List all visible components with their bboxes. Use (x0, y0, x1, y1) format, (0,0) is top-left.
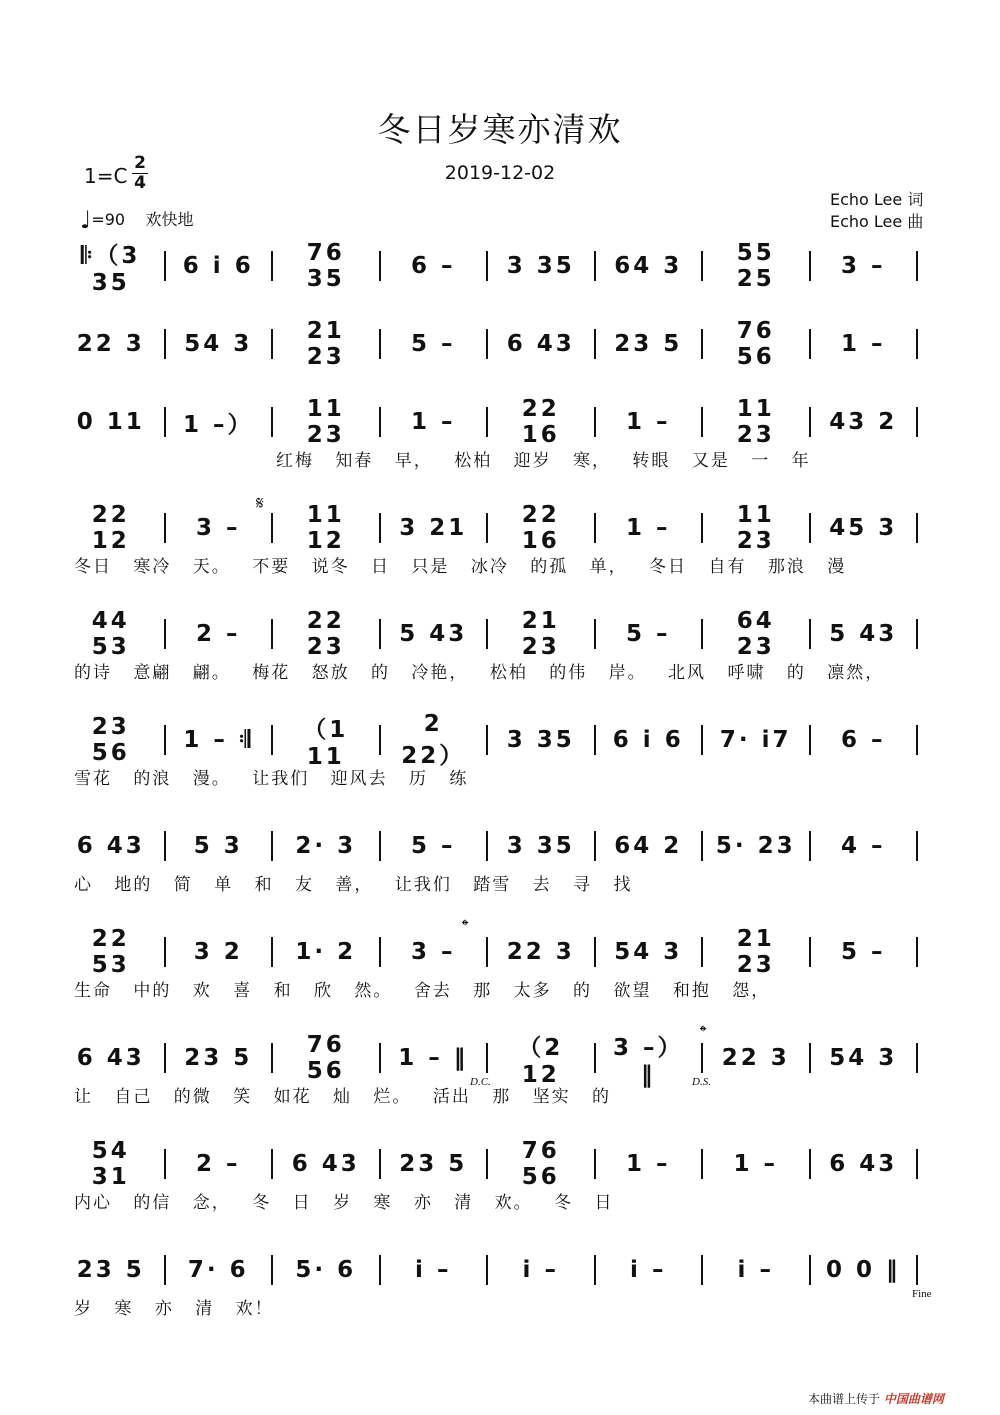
measure: 6 43 (76, 833, 145, 859)
barline (164, 619, 166, 649)
barline (701, 329, 703, 359)
barline (271, 1255, 273, 1285)
measure: 23 5 (76, 1257, 145, 1283)
measure: 6 i 6 (612, 727, 684, 753)
footer-upload-text: 本曲谱上传于 (808, 1392, 881, 1406)
barline (271, 831, 273, 861)
lyrics-row: 让 自己 的微 笑 如花 灿 烂。 活出 那 坚实 的 (74, 1087, 612, 1107)
barline (486, 407, 488, 437)
key-signature: 1=C (84, 164, 128, 188)
measure: （1 11 (303, 716, 349, 770)
barline (271, 329, 273, 359)
barline (594, 619, 596, 649)
measure: 23 5 (184, 1045, 253, 1071)
barline (809, 937, 811, 967)
measure: 5 3 (193, 833, 243, 859)
barline (379, 1255, 381, 1285)
coda-sign-1: 𝄌 (462, 916, 469, 937)
measure: 1 –） (182, 411, 254, 438)
measure: 3 35 (506, 833, 575, 859)
barline (379, 937, 381, 967)
lyricist-credit: Echo Lee 词 (830, 190, 924, 209)
barline (701, 619, 703, 649)
barline (701, 251, 703, 281)
measure: 23 56 (91, 714, 130, 766)
barline (271, 619, 273, 649)
barline (701, 407, 703, 437)
measure: 5 – (625, 621, 671, 647)
lyrics-row: 岁 寒 亦 清 欢！ (74, 1299, 274, 1319)
barline (594, 1255, 596, 1285)
barline (594, 1043, 596, 1073)
barline (486, 329, 488, 359)
measure: 6 43 (291, 1151, 360, 1177)
measure: 5 – (410, 331, 456, 357)
barline (486, 937, 488, 967)
measure: 5· 6 (295, 1257, 357, 1283)
measure: 76 35 (306, 240, 345, 292)
measure: 7· 6 (187, 1257, 249, 1283)
barline (916, 513, 918, 543)
composer-credit: Echo Lee 曲 (830, 212, 924, 231)
measure: 22 3 (76, 331, 145, 357)
measure: 3 –）‖ (612, 1034, 684, 1088)
tempo-marking (80, 206, 193, 234)
measure: 43 2 (829, 409, 898, 435)
barline (486, 513, 488, 543)
barline (486, 1255, 488, 1285)
measure: 𝄆（3 35 (81, 242, 141, 296)
footer-site-link[interactable]: 中国曲谱网 (883, 1392, 944, 1406)
barline (594, 407, 596, 437)
coda-sign-2: 𝄌 (700, 1022, 707, 1043)
measure: 21 23 (521, 608, 560, 660)
barline (486, 1149, 488, 1179)
barline (701, 1255, 703, 1285)
measure: 5 43 (399, 621, 468, 647)
measure: 55 25 (736, 240, 775, 292)
measure: 3 35 (506, 253, 575, 279)
notation-row (70, 608, 930, 660)
barline (379, 725, 381, 755)
barline (916, 831, 918, 861)
measure: 3 – (195, 515, 241, 541)
measure: 64 2 (614, 833, 683, 859)
time-bottom: 4 (134, 173, 146, 193)
barline (164, 1043, 166, 1073)
barline (594, 251, 596, 281)
measure: 23 5 (614, 331, 683, 357)
barline (379, 513, 381, 543)
measure: 2· 3 (295, 833, 357, 859)
barline (594, 513, 596, 543)
lyrics-row: 红梅 知春 早， 松柏 迎岁 寒， 转眼 又是 一 年 (276, 451, 811, 471)
barline (809, 725, 811, 755)
time-signature (128, 154, 152, 193)
measure: 22 16 (521, 396, 560, 448)
measure: i – (630, 1257, 667, 1283)
barline (701, 513, 703, 543)
quarter-note-icon: ♩ (80, 206, 92, 234)
barline (809, 329, 811, 359)
notation-row (70, 240, 930, 296)
barline (379, 329, 381, 359)
barline (916, 937, 918, 967)
measure: 22 12 (91, 502, 130, 554)
measure: 1 – (840, 331, 886, 357)
measure: i – (737, 1257, 774, 1283)
measure: 45 3 (829, 515, 898, 541)
fine-mark: Fine (912, 1288, 932, 1300)
barline (916, 329, 918, 359)
notation-row (70, 396, 930, 448)
measure: 5 43 (829, 621, 898, 647)
measure: 6 – (840, 727, 886, 753)
barline (486, 619, 488, 649)
measure: 64 23 (736, 608, 775, 660)
barline (271, 407, 273, 437)
measure: 21 23 (736, 926, 775, 978)
measure: （2 12 (518, 1034, 564, 1088)
measure: 76 56 (736, 318, 775, 370)
barline (916, 619, 918, 649)
measure: 1 – (625, 515, 671, 541)
barline (809, 1255, 811, 1285)
barline (486, 251, 488, 281)
measure: 1· 2 (295, 939, 357, 965)
barline (271, 251, 273, 281)
measure: 22 53 (91, 926, 130, 978)
measure: 54 3 (614, 939, 683, 965)
lyrics-row: 内心 的信 念， 冬 日 岁 寒 亦 清 欢。 冬 日 (74, 1193, 614, 1213)
barline (164, 1255, 166, 1285)
barline (271, 1149, 273, 1179)
measure: 5 – (840, 939, 886, 965)
barline (594, 937, 596, 967)
barline (916, 1043, 918, 1073)
barline (809, 407, 811, 437)
notation-row (70, 1250, 930, 1290)
barline (164, 251, 166, 281)
barline (809, 1043, 811, 1073)
measure: 3 21 (399, 515, 468, 541)
notation-row (70, 926, 930, 978)
barline (594, 329, 596, 359)
song-date: 2019-12-02 (444, 162, 556, 184)
measure: 1 – (410, 409, 456, 435)
measure: 6 43 (829, 1151, 898, 1177)
measure: 11 23 (306, 396, 345, 448)
notation-row (70, 318, 930, 370)
measure: 3 – (410, 939, 456, 965)
barline (379, 251, 381, 281)
measure: 22 3 (506, 939, 575, 965)
barline (164, 1149, 166, 1179)
measure: i – (415, 1257, 452, 1283)
measure: 5· 23 (715, 833, 796, 859)
barline (916, 725, 918, 755)
notation-row (70, 502, 930, 554)
barline (379, 1149, 381, 1179)
measure: 11 12 (306, 502, 345, 554)
barline (916, 1255, 918, 1285)
barline (486, 831, 488, 861)
notation-row (70, 710, 930, 770)
mood-text: 欢快地 (145, 210, 194, 229)
tempo-value: =90 (91, 210, 126, 229)
song-title: 冬日岁寒亦清欢 (377, 110, 623, 149)
footer (808, 1390, 944, 1407)
barline (379, 407, 381, 437)
measure: 44 53 (91, 608, 130, 660)
measure: 54 3 (829, 1045, 898, 1071)
lyrics-row: 心 地的 简 单 和 友 善， 让我们 踏雪 去 寻 找 (74, 875, 633, 895)
measure: 1 – 𝄇 (183, 727, 254, 753)
barline (701, 1149, 703, 1179)
barline (916, 1149, 918, 1179)
lyrics-row: 生命 中的 欢 喜 和 欣 然。 舍去 那 太多 的 欲望 和抱 怨， (74, 981, 771, 1001)
barline (271, 1043, 273, 1073)
barline (164, 725, 166, 755)
barline (379, 619, 381, 649)
measure: 76 56 (521, 1138, 560, 1190)
lyrics-row: 雪花 的浪 漫。 让我们 迎风去 历 练 (74, 769, 469, 789)
measure: 1 – ‖ (398, 1045, 469, 1071)
measure: 21 23 (306, 318, 345, 370)
barline (271, 513, 273, 543)
measure: 6 – (410, 253, 456, 279)
measure: 6 43 (506, 331, 575, 357)
barline (379, 831, 381, 861)
measure: 4 – (840, 833, 886, 859)
measure: 11 23 (736, 502, 775, 554)
measure: 22 3 (721, 1045, 790, 1071)
barline (809, 513, 811, 543)
barline (594, 831, 596, 861)
barline (701, 937, 703, 967)
measure: 54 3 (184, 331, 253, 357)
barline (486, 725, 488, 755)
barline (809, 251, 811, 281)
ds-mark: D.S. (692, 1076, 711, 1088)
notation-row (70, 1138, 930, 1190)
barline (164, 937, 166, 967)
measure: 0 11 (76, 409, 145, 435)
measure: 1 – (625, 1151, 671, 1177)
barline (164, 407, 166, 437)
measure: 2 22） (401, 710, 466, 769)
measure: 5 – (410, 833, 456, 859)
measure: 22 16 (521, 502, 560, 554)
time-top: 2 (134, 153, 146, 173)
measure: 6 43 (76, 1045, 145, 1071)
measure: 3 35 (506, 727, 575, 753)
barline (809, 1149, 811, 1179)
lyrics-row: 的诗 意翩 翩。 梅花 怒放 的 冷艳， 松柏 的伟 岸。 北风 呼啸 的 凛然， (74, 663, 885, 683)
barline (809, 831, 811, 861)
measure: 76 56 (306, 1032, 345, 1084)
barline (594, 725, 596, 755)
measure: 3 2 (193, 939, 243, 965)
barline (701, 1043, 703, 1073)
barline (486, 1043, 488, 1073)
barline (379, 1043, 381, 1073)
barline (701, 831, 703, 861)
barline (809, 619, 811, 649)
barline (916, 407, 918, 437)
measure: 54 31 (91, 1138, 130, 1190)
barline (164, 831, 166, 861)
measure: 7· i7 (719, 727, 792, 753)
measure: 1 – (733, 1151, 778, 1177)
barline (594, 1149, 596, 1179)
barline (916, 251, 918, 281)
measure: 64 3 (614, 253, 683, 279)
measure: i – (522, 1257, 559, 1283)
barline (271, 725, 273, 755)
measure: 23 5 (399, 1151, 468, 1177)
segno-sign: 𝄋 (256, 493, 264, 514)
measure: 3 – (840, 253, 886, 279)
lyrics-row: 冬日 寒冷 天。 不要 说冬 日 只是 冰冷 的孤 单， 冬日 自有 那浪 漫 (74, 557, 847, 577)
measure: 2 – (195, 1151, 241, 1177)
measure: 2 – (195, 621, 241, 647)
measure: 1 – (625, 409, 671, 435)
measure: 22 23 (306, 608, 345, 660)
barline (271, 937, 273, 967)
measure: 6 i 6 (182, 253, 254, 279)
notation-row (70, 826, 930, 866)
dc-mark: D.C. (470, 1076, 491, 1088)
measure: 0 0 ‖ (825, 1257, 901, 1283)
barline (164, 329, 166, 359)
barline (164, 513, 166, 543)
measure: 11 23 (736, 396, 775, 448)
barline (701, 725, 703, 755)
